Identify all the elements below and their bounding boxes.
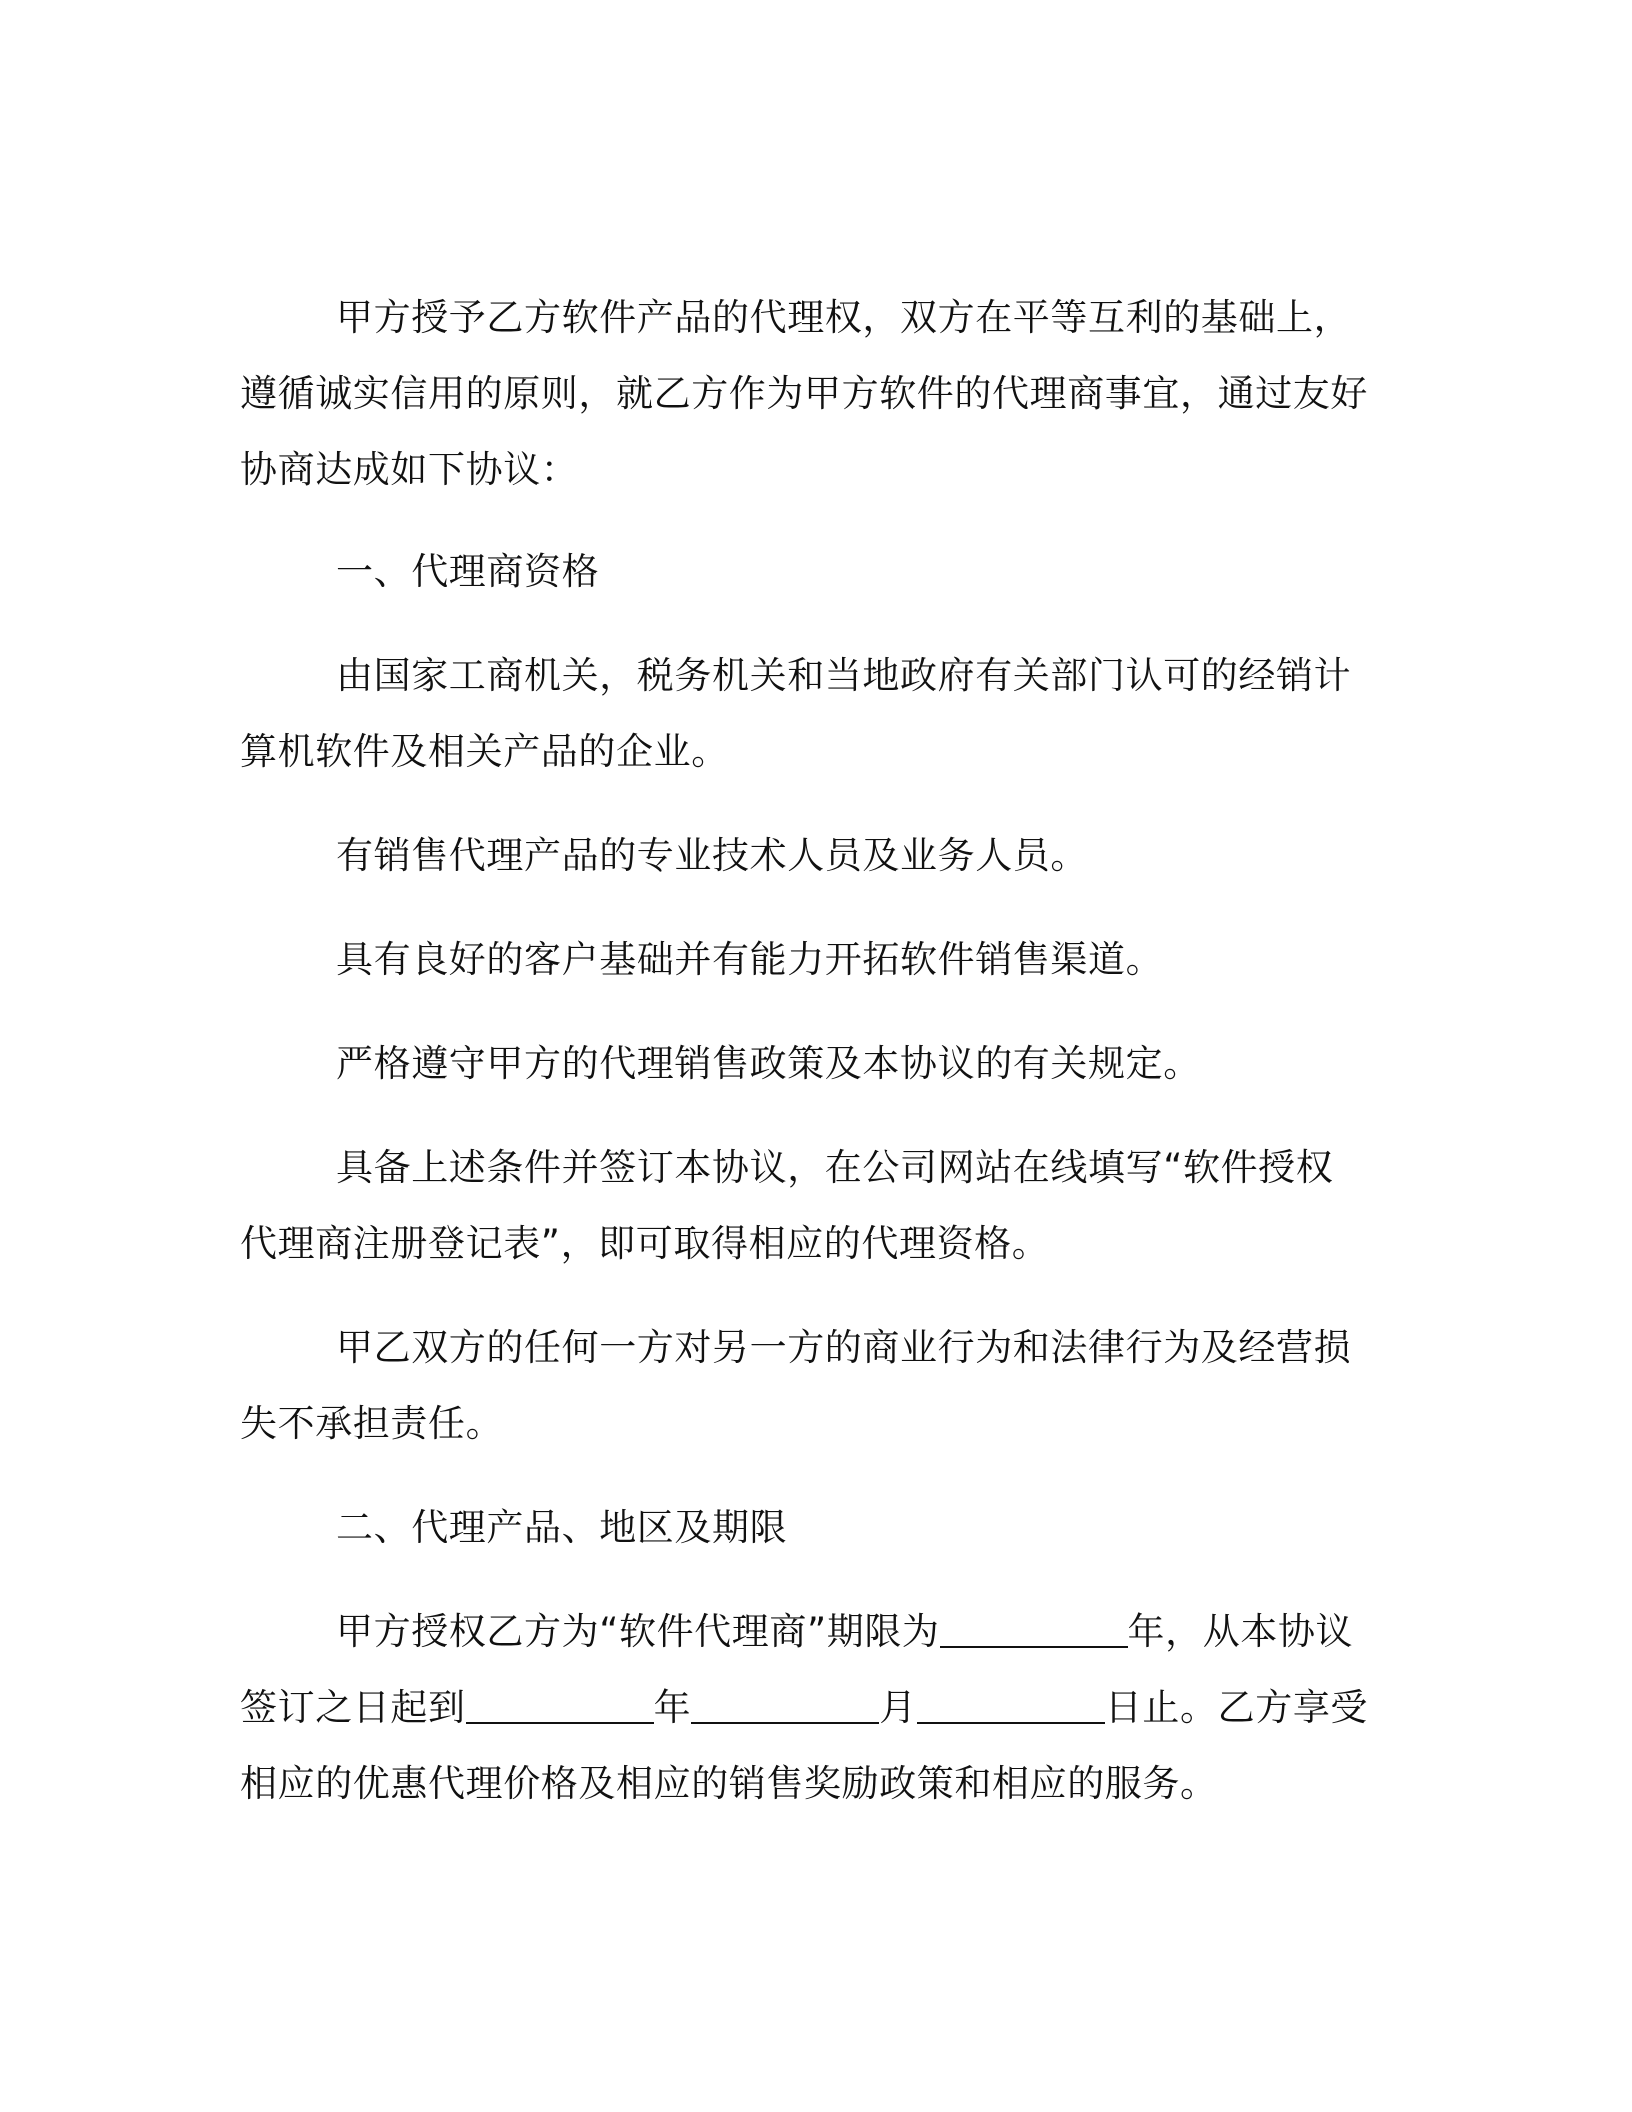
end-month-blank-field[interactable] (691, 1686, 879, 1724)
section-1-item-6: 甲乙双方的任何一方对另一方的商业行为和法律行为及经营损失不承担责任。 (240, 1326, 1352, 1445)
section-2-text-part-3: 年 (653, 1686, 692, 1729)
section-2-text-part-1: 甲方授权乙方为“软件代理商”期限为 (336, 1610, 940, 1653)
section-2-paragraph (240, 1594, 1370, 1822)
section-1-item-1: 由国家工商机关，税务机关和当地政府有关部门认可的经销计算机软件及相关产品的企业。 (240, 654, 1352, 773)
end-year-blank-field[interactable] (466, 1686, 654, 1724)
section-1-item-2: 有销售代理产品的专业技术人员及业务人员。 (336, 834, 1088, 877)
section-1-item-3: 具有良好的客户基础并有能力开拓软件销售渠道。 (336, 938, 1164, 981)
section-1-heading: 一、代理商资格 (336, 550, 600, 593)
section-2-text-part-4: 月 (879, 1686, 917, 1729)
section-2-text-part-2: 年，从本协议签订之日起到 (240, 1610, 1354, 1729)
section-1-item-4: 严格遵守甲方的代理销售政策及本协议的有关规定。 (336, 1042, 1201, 1085)
section-2-text-part-5: 日止。乙方享受相应的优惠代理价格及相应的销售奖励政策和相应的服务。 (240, 1686, 1369, 1805)
intro-paragraph: 甲方授予乙方软件产品的代理权，双方在平等互利的基础上，遵循诚实信用的原则，就乙方作为甲方软件的代理商事宜，通过友好协商达成如下协议： (240, 296, 1368, 491)
years-blank-field[interactable] (940, 1610, 1128, 1648)
section-2-heading: 二、代理产品、地区及期限 (336, 1506, 788, 1549)
section-1-item-5: 具备上述条件并签订本协议，在公司网站在线填写“软件授权代理商注册登记表”，即可取得相应的代理资格。 (240, 1146, 1334, 1265)
end-day-blank-field[interactable] (917, 1686, 1105, 1724)
